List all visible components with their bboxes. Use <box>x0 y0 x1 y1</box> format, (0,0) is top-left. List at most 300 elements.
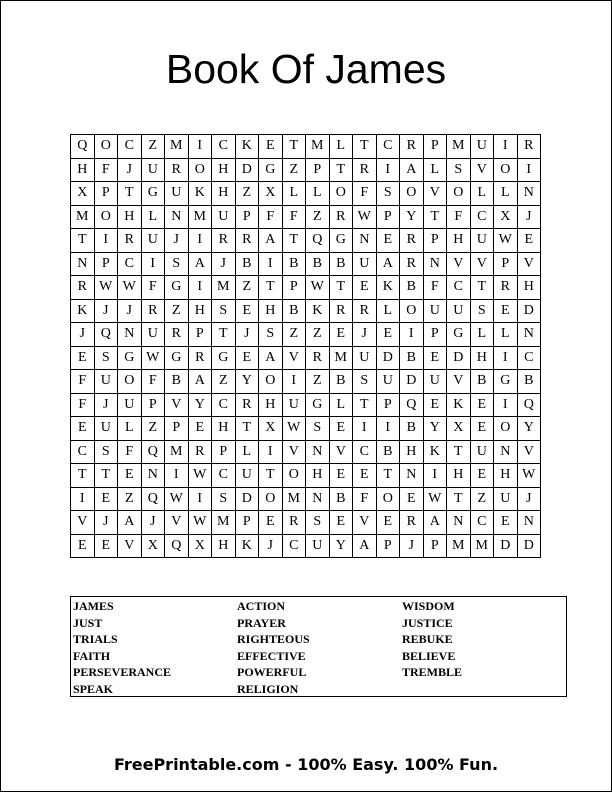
grid-cell[interactable]: E <box>376 229 400 253</box>
grid-cell[interactable]: J <box>353 323 377 347</box>
grid-cell[interactable]: G <box>329 229 353 253</box>
grid-cell[interactable]: J <box>235 323 259 347</box>
grid-cell[interactable]: Y <box>517 417 541 441</box>
grid-cell[interactable]: F <box>259 205 283 229</box>
grid-cell[interactable]: A <box>400 158 424 182</box>
grid-cell[interactable]: Z <box>282 158 306 182</box>
grid-cell[interactable]: V <box>165 393 189 417</box>
grid-cell[interactable]: L <box>282 182 306 206</box>
grid-cell[interactable]: S <box>212 487 236 511</box>
grid-cell[interactable]: A <box>188 252 212 276</box>
grid-cell[interactable]: P <box>376 205 400 229</box>
grid-cell[interactable]: O <box>376 487 400 511</box>
grid-cell[interactable]: O <box>400 182 424 206</box>
grid-cell[interactable]: U <box>118 393 142 417</box>
grid-cell[interactable]: E <box>259 511 283 535</box>
grid-cell[interactable]: B <box>400 346 424 370</box>
grid-cell[interactable]: R <box>71 276 95 300</box>
grid-cell[interactable]: V <box>517 440 541 464</box>
grid-cell[interactable]: T <box>235 417 259 441</box>
grid-cell[interactable]: J <box>517 487 541 511</box>
grid-cell[interactable]: P <box>282 276 306 300</box>
grid-cell[interactable]: B <box>235 252 259 276</box>
grid-cell[interactable]: G <box>118 346 142 370</box>
grid-cell[interactable]: T <box>282 135 306 159</box>
grid-cell[interactable]: E <box>470 393 494 417</box>
grid-cell[interactable]: R <box>353 299 377 323</box>
grid-cell[interactable]: T <box>329 158 353 182</box>
grid-cell[interactable]: Z <box>165 299 189 323</box>
grid-cell[interactable]: L <box>376 299 400 323</box>
grid-cell[interactable]: S <box>259 323 283 347</box>
grid-cell[interactable]: N <box>353 229 377 253</box>
grid-cell[interactable]: A <box>423 511 447 535</box>
grid-cell[interactable]: R <box>188 440 212 464</box>
grid-cell[interactable]: W <box>306 276 330 300</box>
grid-cell[interactable]: E <box>517 229 541 253</box>
grid-cell[interactable]: A <box>259 346 283 370</box>
grid-cell[interactable]: C <box>118 135 142 159</box>
grid-cell[interactable]: I <box>71 487 95 511</box>
grid-cell[interactable]: V <box>329 440 353 464</box>
grid-cell[interactable]: M <box>188 205 212 229</box>
grid-cell[interactable]: N <box>306 487 330 511</box>
grid-cell[interactable]: C <box>376 135 400 159</box>
grid-cell[interactable]: P <box>423 135 447 159</box>
grid-cell[interactable]: G <box>494 370 518 394</box>
grid-cell[interactable]: C <box>212 135 236 159</box>
grid-cell[interactable]: N <box>141 464 165 488</box>
grid-cell[interactable]: U <box>353 252 377 276</box>
grid-cell[interactable]: P <box>94 252 118 276</box>
grid-cell[interactable]: C <box>470 511 494 535</box>
grid-cell[interactable]: Z <box>235 182 259 206</box>
grid-cell[interactable]: S <box>94 440 118 464</box>
grid-cell[interactable]: I <box>376 158 400 182</box>
grid-cell[interactable]: J <box>94 393 118 417</box>
grid-cell[interactable]: N <box>400 464 424 488</box>
grid-cell[interactable]: K <box>447 393 471 417</box>
grid-cell[interactable]: W <box>423 487 447 511</box>
grid-cell[interactable]: J <box>118 158 142 182</box>
grid-cell[interactable]: A <box>188 370 212 394</box>
grid-cell[interactable]: V <box>353 511 377 535</box>
grid-cell[interactable]: R <box>141 299 165 323</box>
grid-cell[interactable]: S <box>165 252 189 276</box>
grid-cell[interactable]: R <box>235 393 259 417</box>
grid-cell[interactable]: R <box>329 205 353 229</box>
grid-cell[interactable]: I <box>494 393 518 417</box>
grid-cell[interactable]: F <box>141 370 165 394</box>
grid-cell[interactable]: K <box>235 534 259 558</box>
grid-cell[interactable]: F <box>71 370 95 394</box>
grid-cell[interactable]: K <box>423 440 447 464</box>
grid-cell[interactable]: E <box>423 393 447 417</box>
grid-cell[interactable]: E <box>94 534 118 558</box>
grid-cell[interactable]: M <box>447 135 471 159</box>
grid-cell[interactable]: T <box>212 323 236 347</box>
grid-cell[interactable]: L <box>306 182 330 206</box>
grid-cell[interactable]: V <box>447 370 471 394</box>
grid-cell[interactable]: H <box>188 299 212 323</box>
grid-cell[interactable]: V <box>517 252 541 276</box>
grid-cell[interactable]: T <box>71 229 95 253</box>
grid-cell[interactable]: F <box>282 205 306 229</box>
grid-cell[interactable]: I <box>400 323 424 347</box>
grid-cell[interactable]: U <box>141 229 165 253</box>
grid-cell[interactable]: T <box>329 276 353 300</box>
grid-cell[interactable]: H <box>447 229 471 253</box>
grid-cell[interactable]: I <box>517 158 541 182</box>
grid-cell[interactable]: B <box>400 276 424 300</box>
grid-cell[interactable]: A <box>259 229 283 253</box>
grid-cell[interactable]: I <box>353 417 377 441</box>
grid-cell[interactable]: L <box>235 440 259 464</box>
grid-cell[interactable]: P <box>376 393 400 417</box>
grid-cell[interactable]: C <box>282 534 306 558</box>
grid-cell[interactable]: W <box>118 276 142 300</box>
grid-cell[interactable]: H <box>212 417 236 441</box>
grid-cell[interactable]: F <box>447 205 471 229</box>
grid-cell[interactable]: U <box>141 323 165 347</box>
grid-cell[interactable]: E <box>188 417 212 441</box>
grid-cell[interactable]: R <box>400 135 424 159</box>
grid-cell[interactable]: R <box>165 158 189 182</box>
grid-cell[interactable]: P <box>235 511 259 535</box>
grid-cell[interactable]: E <box>71 346 95 370</box>
grid-cell[interactable]: E <box>71 534 95 558</box>
grid-cell[interactable]: J <box>94 299 118 323</box>
grid-cell[interactable]: Q <box>165 534 189 558</box>
grid-cell[interactable]: H <box>400 440 424 464</box>
grid-cell[interactable]: P <box>141 393 165 417</box>
grid-cell[interactable]: U <box>141 158 165 182</box>
grid-cell[interactable]: F <box>71 393 95 417</box>
grid-cell[interactable]: P <box>94 182 118 206</box>
grid-cell[interactable]: C <box>517 346 541 370</box>
grid-cell[interactable]: S <box>94 346 118 370</box>
grid-cell[interactable]: S <box>470 299 494 323</box>
grid-cell[interactable]: U <box>423 370 447 394</box>
grid-cell[interactable]: E <box>494 299 518 323</box>
grid-cell[interactable]: V <box>282 440 306 464</box>
grid-cell[interactable]: K <box>306 299 330 323</box>
grid-cell[interactable]: Z <box>306 205 330 229</box>
grid-cell[interactable]: I <box>165 464 189 488</box>
grid-cell[interactable]: B <box>470 370 494 394</box>
grid-cell[interactable]: V <box>447 252 471 276</box>
grid-cell[interactable]: M <box>212 276 236 300</box>
grid-cell[interactable]: U <box>94 370 118 394</box>
grid-cell[interactable]: T <box>259 276 283 300</box>
grid-cell[interactable]: U <box>282 393 306 417</box>
grid-cell[interactable]: G <box>306 393 330 417</box>
grid-cell[interactable]: P <box>306 158 330 182</box>
grid-cell[interactable]: T <box>447 440 471 464</box>
grid-cell[interactable]: B <box>306 252 330 276</box>
grid-cell[interactable]: X <box>188 534 212 558</box>
grid-cell[interactable]: C <box>71 440 95 464</box>
grid-cell[interactable]: Q <box>517 393 541 417</box>
grid-cell[interactable]: I <box>188 276 212 300</box>
grid-cell[interactable]: F <box>94 158 118 182</box>
grid-cell[interactable]: W <box>494 229 518 253</box>
grid-cell[interactable]: T <box>118 182 142 206</box>
grid-cell[interactable]: Q <box>141 440 165 464</box>
grid-cell[interactable]: B <box>329 370 353 394</box>
grid-cell[interactable]: B <box>376 440 400 464</box>
grid-cell[interactable]: Z <box>141 135 165 159</box>
grid-cell[interactable]: Z <box>212 370 236 394</box>
grid-cell[interactable]: E <box>329 417 353 441</box>
grid-cell[interactable]: O <box>94 205 118 229</box>
grid-cell[interactable]: I <box>423 464 447 488</box>
grid-cell[interactable]: D <box>517 534 541 558</box>
grid-cell[interactable]: F <box>423 276 447 300</box>
grid-cell[interactable]: D <box>235 158 259 182</box>
grid-cell[interactable]: E <box>353 276 377 300</box>
grid-cell[interactable]: M <box>470 534 494 558</box>
grid-cell[interactable]: A <box>118 511 142 535</box>
grid-cell[interactable]: M <box>71 205 95 229</box>
grid-cell[interactable]: U <box>447 299 471 323</box>
grid-cell[interactable]: I <box>141 252 165 276</box>
grid-cell[interactable]: V <box>71 511 95 535</box>
grid-cell[interactable]: O <box>282 464 306 488</box>
grid-cell[interactable]: N <box>447 511 471 535</box>
grid-cell[interactable]: D <box>517 299 541 323</box>
grid-cell[interactable]: U <box>353 346 377 370</box>
grid-cell[interactable]: S <box>376 182 400 206</box>
grid-cell[interactable]: I <box>494 135 518 159</box>
grid-cell[interactable]: Y <box>400 205 424 229</box>
grid-cell[interactable]: P <box>423 534 447 558</box>
grid-cell[interactable]: H <box>259 299 283 323</box>
grid-cell[interactable]: N <box>71 252 95 276</box>
grid-cell[interactable]: E <box>494 511 518 535</box>
grid-cell[interactable]: Z <box>141 417 165 441</box>
grid-cell[interactable]: H <box>71 158 95 182</box>
grid-cell[interactable]: K <box>376 276 400 300</box>
grid-cell[interactable]: U <box>235 464 259 488</box>
grid-cell[interactable]: X <box>494 205 518 229</box>
grid-cell[interactable]: L <box>470 323 494 347</box>
grid-cell[interactable]: T <box>282 229 306 253</box>
grid-cell[interactable]: M <box>212 511 236 535</box>
grid-cell[interactable]: B <box>165 370 189 394</box>
grid-cell[interactable]: J <box>141 511 165 535</box>
grid-cell[interactable]: Q <box>400 393 424 417</box>
grid-cell[interactable]: O <box>447 182 471 206</box>
grid-cell[interactable]: V <box>423 182 447 206</box>
grid-cell[interactable]: M <box>447 534 471 558</box>
grid-cell[interactable]: D <box>400 370 424 394</box>
grid-cell[interactable]: R <box>400 229 424 253</box>
grid-cell[interactable]: L <box>329 393 353 417</box>
grid-cell[interactable]: G <box>259 158 283 182</box>
grid-cell[interactable]: H <box>212 534 236 558</box>
grid-cell[interactable]: U <box>494 487 518 511</box>
grid-cell[interactable]: D <box>494 534 518 558</box>
grid-cell[interactable]: I <box>494 346 518 370</box>
grid-cell[interactable]: J <box>212 252 236 276</box>
grid-cell[interactable]: B <box>517 370 541 394</box>
grid-cell[interactable]: E <box>353 464 377 488</box>
grid-cell[interactable]: R <box>400 511 424 535</box>
grid-cell[interactable]: H <box>306 464 330 488</box>
grid-cell[interactable]: E <box>235 299 259 323</box>
grid-cell[interactable]: S <box>306 511 330 535</box>
grid-cell[interactable]: T <box>353 393 377 417</box>
grid-cell[interactable]: H <box>470 346 494 370</box>
grid-cell[interactable]: I <box>188 229 212 253</box>
grid-cell[interactable]: M <box>165 135 189 159</box>
grid-cell[interactable]: L <box>470 182 494 206</box>
grid-cell[interactable]: O <box>329 182 353 206</box>
grid-cell[interactable]: M <box>306 135 330 159</box>
grid-cell[interactable]: H <box>212 182 236 206</box>
grid-cell[interactable]: R <box>306 346 330 370</box>
grid-cell[interactable]: E <box>118 464 142 488</box>
grid-cell[interactable]: X <box>141 534 165 558</box>
grid-cell[interactable]: R <box>494 276 518 300</box>
grid-cell[interactable]: V <box>282 346 306 370</box>
grid-cell[interactable]: J <box>94 511 118 535</box>
grid-cell[interactable]: N <box>165 205 189 229</box>
grid-cell[interactable]: Y <box>329 534 353 558</box>
grid-cell[interactable]: T <box>94 464 118 488</box>
grid-cell[interactable]: D <box>235 487 259 511</box>
grid-cell[interactable]: J <box>400 534 424 558</box>
grid-cell[interactable]: R <box>329 299 353 323</box>
grid-cell[interactable]: T <box>71 464 95 488</box>
grid-cell[interactable]: N <box>423 252 447 276</box>
grid-cell[interactable]: R <box>353 158 377 182</box>
grid-cell[interactable]: Z <box>282 323 306 347</box>
grid-cell[interactable]: R <box>282 511 306 535</box>
grid-cell[interactable]: W <box>282 417 306 441</box>
grid-cell[interactable]: W <box>94 276 118 300</box>
grid-cell[interactable]: P <box>235 205 259 229</box>
grid-cell[interactable]: E <box>470 417 494 441</box>
grid-cell[interactable]: M <box>165 440 189 464</box>
grid-cell[interactable]: X <box>259 182 283 206</box>
grid-cell[interactable]: F <box>141 276 165 300</box>
grid-cell[interactable]: U <box>423 299 447 323</box>
grid-cell[interactable]: S <box>447 158 471 182</box>
grid-cell[interactable]: S <box>306 417 330 441</box>
grid-cell[interactable]: X <box>71 182 95 206</box>
grid-cell[interactable]: D <box>447 346 471 370</box>
grid-cell[interactable]: V <box>470 158 494 182</box>
grid-cell[interactable]: P <box>423 323 447 347</box>
grid-cell[interactable]: N <box>517 182 541 206</box>
grid-cell[interactable]: Z <box>470 487 494 511</box>
grid-cell[interactable]: V <box>165 511 189 535</box>
grid-cell[interactable]: V <box>470 252 494 276</box>
grid-cell[interactable]: Z <box>118 487 142 511</box>
grid-cell[interactable]: O <box>400 299 424 323</box>
grid-cell[interactable]: E <box>470 464 494 488</box>
grid-cell[interactable]: R <box>235 229 259 253</box>
grid-cell[interactable]: I <box>188 135 212 159</box>
grid-cell[interactable]: U <box>212 205 236 229</box>
grid-cell[interactable]: H <box>517 276 541 300</box>
grid-cell[interactable]: U <box>165 182 189 206</box>
grid-cell[interactable]: N <box>517 323 541 347</box>
grid-cell[interactable]: C <box>212 393 236 417</box>
grid-cell[interactable]: T <box>259 464 283 488</box>
grid-cell[interactable]: J <box>259 534 283 558</box>
grid-cell[interactable]: C <box>118 252 142 276</box>
grid-cell[interactable]: E <box>376 323 400 347</box>
grid-cell[interactable]: E <box>94 487 118 511</box>
grid-cell[interactable]: T <box>470 276 494 300</box>
grid-cell[interactable]: Q <box>71 135 95 159</box>
grid-cell[interactable]: C <box>212 464 236 488</box>
grid-cell[interactable]: T <box>423 205 447 229</box>
grid-cell[interactable]: P <box>188 323 212 347</box>
grid-cell[interactable]: T <box>376 464 400 488</box>
grid-cell[interactable]: P <box>376 534 400 558</box>
grid-cell[interactable]: I <box>259 252 283 276</box>
grid-cell[interactable]: V <box>118 534 142 558</box>
grid-cell[interactable]: Z <box>306 323 330 347</box>
grid-cell[interactable]: O <box>94 135 118 159</box>
grid-cell[interactable]: N <box>494 440 518 464</box>
grid-cell[interactable]: E <box>400 487 424 511</box>
grid-cell[interactable]: G <box>447 323 471 347</box>
grid-cell[interactable]: W <box>517 464 541 488</box>
grid-cell[interactable]: Q <box>306 229 330 253</box>
grid-cell[interactable]: P <box>165 417 189 441</box>
grid-cell[interactable]: Y <box>235 370 259 394</box>
grid-cell[interactable]: J <box>517 205 541 229</box>
grid-cell[interactable]: G <box>165 276 189 300</box>
grid-cell[interactable]: L <box>141 205 165 229</box>
grid-cell[interactable]: P <box>494 252 518 276</box>
grid-cell[interactable]: K <box>235 135 259 159</box>
grid-cell[interactable]: S <box>353 370 377 394</box>
grid-cell[interactable]: U <box>470 135 494 159</box>
grid-cell[interactable]: O <box>259 370 283 394</box>
grid-cell[interactable]: U <box>306 534 330 558</box>
grid-cell[interactable]: E <box>423 346 447 370</box>
grid-cell[interactable]: R <box>118 229 142 253</box>
grid-cell[interactable]: G <box>165 346 189 370</box>
grid-cell[interactable]: O <box>494 417 518 441</box>
grid-cell[interactable]: D <box>376 346 400 370</box>
grid-cell[interactable]: N <box>517 511 541 535</box>
grid-cell[interactable]: R <box>165 323 189 347</box>
grid-cell[interactable]: I <box>94 229 118 253</box>
grid-cell[interactable]: L <box>329 135 353 159</box>
grid-cell[interactable]: K <box>188 182 212 206</box>
grid-cell[interactable]: E <box>71 417 95 441</box>
grid-cell[interactable]: R <box>517 135 541 159</box>
grid-cell[interactable]: E <box>329 511 353 535</box>
grid-cell[interactable]: B <box>282 252 306 276</box>
grid-cell[interactable]: J <box>165 229 189 253</box>
grid-cell[interactable]: J <box>118 299 142 323</box>
grid-cell[interactable]: E <box>329 464 353 488</box>
grid-cell[interactable]: W <box>188 464 212 488</box>
grid-cell[interactable]: Q <box>94 323 118 347</box>
grid-cell[interactable]: W <box>141 346 165 370</box>
grid-cell[interactable]: I <box>259 440 283 464</box>
grid-cell[interactable]: Z <box>306 370 330 394</box>
grid-cell[interactable]: B <box>329 487 353 511</box>
